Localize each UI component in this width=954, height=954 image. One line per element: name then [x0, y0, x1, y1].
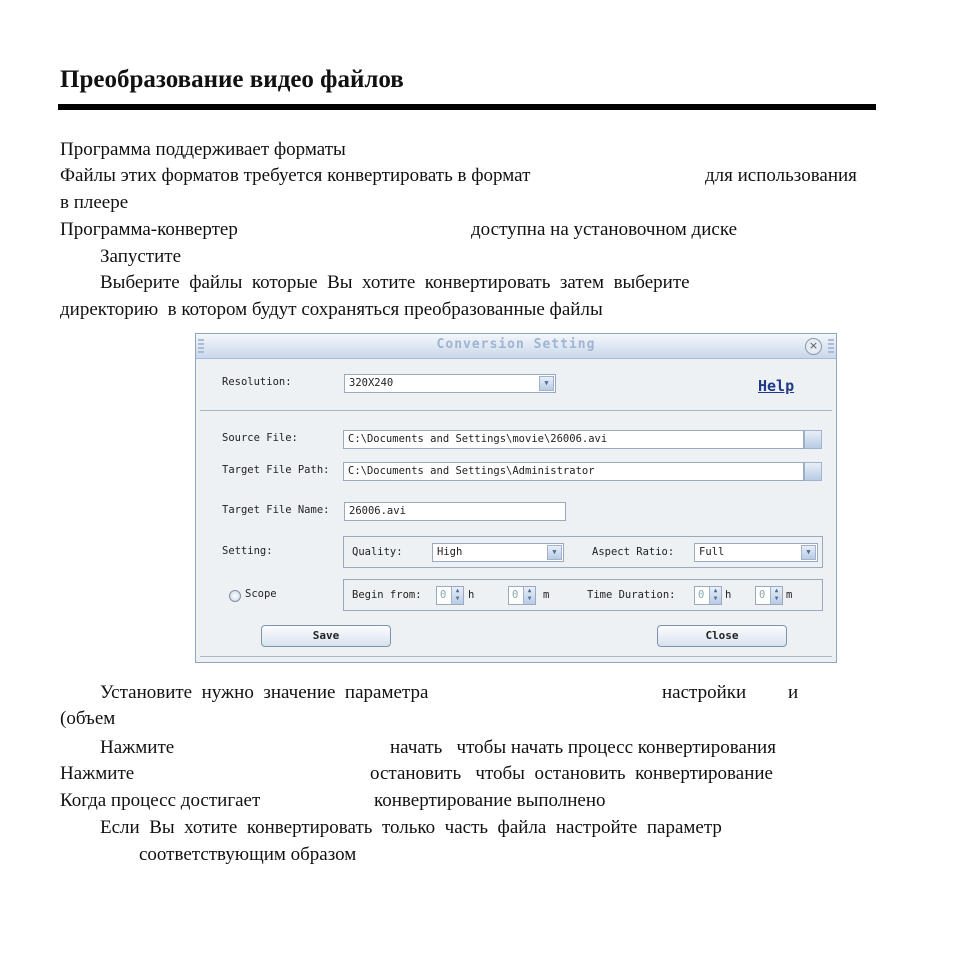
begin-hour-value: 0 — [440, 589, 447, 601]
spinner-icon[interactable]: ▲ ▼ — [523, 587, 535, 604]
divider — [200, 656, 832, 657]
quality-label: Quality: — [352, 546, 403, 558]
para-line: настройки — [662, 682, 747, 703]
scope-label: Scope — [245, 588, 277, 600]
target-path-input[interactable]: C:\Documents and Settings\Administrator — [343, 462, 804, 481]
source-file-input[interactable]: C:\Documents and Settings\movie\26006.avi — [343, 430, 804, 449]
aspect-ratio-value: Full — [699, 546, 725, 558]
browse-source-button[interactable] — [804, 430, 822, 449]
para-line: (объем — [60, 708, 116, 729]
browse-target-button[interactable] — [804, 462, 822, 481]
para-line: Запустите — [100, 246, 182, 267]
duration-minute-value: 0 — [759, 589, 766, 601]
setting-group — [343, 536, 823, 568]
para-line: Программа поддерживает форматы — [60, 139, 346, 160]
close-icon[interactable]: × — [805, 338, 822, 355]
setting-label: Setting: — [222, 545, 273, 557]
para-line: Файлы этих форматов требуется конвертировать в формат — [60, 165, 531, 186]
para-line: для использования — [705, 165, 857, 186]
spinner-icon[interactable]: ▲ ▼ — [451, 587, 463, 604]
hour-unit: h — [468, 589, 475, 601]
source-file-label: Source File: — [222, 432, 298, 444]
dialog-titlebar[interactable] — [196, 334, 836, 359]
begin-minute-value: 0 — [512, 589, 519, 601]
close-button[interactable]: Close — [657, 625, 787, 647]
spinner-icon[interactable]: ▲ ▼ — [709, 587, 721, 604]
begin-minute-stepper[interactable] — [508, 586, 536, 605]
target-name-input[interactable]: 26006.avi — [344, 502, 566, 521]
dialog-title: Conversion Setting — [436, 337, 596, 352]
para-line: соответствующим образом — [139, 844, 357, 865]
resolution-value: 320X240 — [349, 377, 394, 389]
para-line: в плеере — [60, 192, 129, 213]
para-line: Когда процесс достигает — [60, 790, 261, 811]
time-duration-label: Time Duration: — [587, 589, 676, 601]
chevron-down-icon: ▼ — [801, 545, 816, 560]
duration-minute-stepper[interactable] — [755, 586, 783, 605]
duration-hour-value: 0 — [698, 589, 705, 601]
para-line: Нажмите — [100, 737, 175, 758]
begin-from-label: Begin from: — [352, 589, 422, 601]
para-line: остановить чтобы остановить конвертирование — [370, 763, 773, 784]
resolution-label: Resolution: — [222, 376, 292, 388]
quality-select[interactable] — [432, 543, 564, 562]
title-rule — [58, 104, 876, 110]
chevron-down-icon: ▼ — [547, 545, 562, 560]
grip-icon — [828, 339, 834, 353]
para-line: Если Вы хотите конвертировать только часть файла настройте параметр — [100, 817, 722, 838]
duration-hour-stepper[interactable] — [694, 586, 722, 605]
chevron-down-icon: ▼ — [539, 376, 554, 391]
para-line: директорию в котором будут сохраняться преобразованные файлы — [60, 299, 603, 320]
para-line: Установите нужно значение параметра — [100, 682, 429, 703]
para-line: и — [788, 682, 799, 703]
quality-value: High — [437, 546, 463, 558]
scope-radio[interactable] — [229, 590, 241, 602]
save-button[interactable]: Save — [261, 625, 391, 647]
para-line: Выберите файлы которые Вы хотите конвертировать затем выберите — [100, 272, 690, 293]
minute-unit: m — [786, 589, 793, 601]
aspect-ratio-label: Aspect Ratio: — [592, 546, 675, 558]
scope-group — [343, 579, 823, 611]
para-line: начать чтобы начать процесс конвертирования — [390, 737, 776, 758]
page-title: Преобразование видео файлов — [60, 66, 404, 93]
para-line: Программа-конвертер — [60, 219, 238, 240]
para-line: конвертирование выполнено — [374, 790, 606, 811]
aspect-ratio-select[interactable] — [694, 543, 818, 562]
target-path-label: Target File Path: — [222, 464, 330, 476]
target-name-label: Target File Name: — [222, 504, 330, 516]
divider — [200, 410, 832, 411]
resolution-select[interactable] — [344, 374, 556, 393]
conversion-setting-dialog — [195, 333, 837, 663]
para-line: доступна на установочном диске — [471, 219, 738, 240]
para-line: Нажмите — [60, 763, 135, 784]
hour-unit: h — [725, 589, 732, 601]
spinner-icon[interactable]: ▲ ▼ — [770, 587, 782, 604]
begin-hour-stepper[interactable] — [436, 586, 464, 605]
minute-unit: m — [543, 589, 550, 601]
help-link[interactable]: Help — [758, 377, 795, 395]
